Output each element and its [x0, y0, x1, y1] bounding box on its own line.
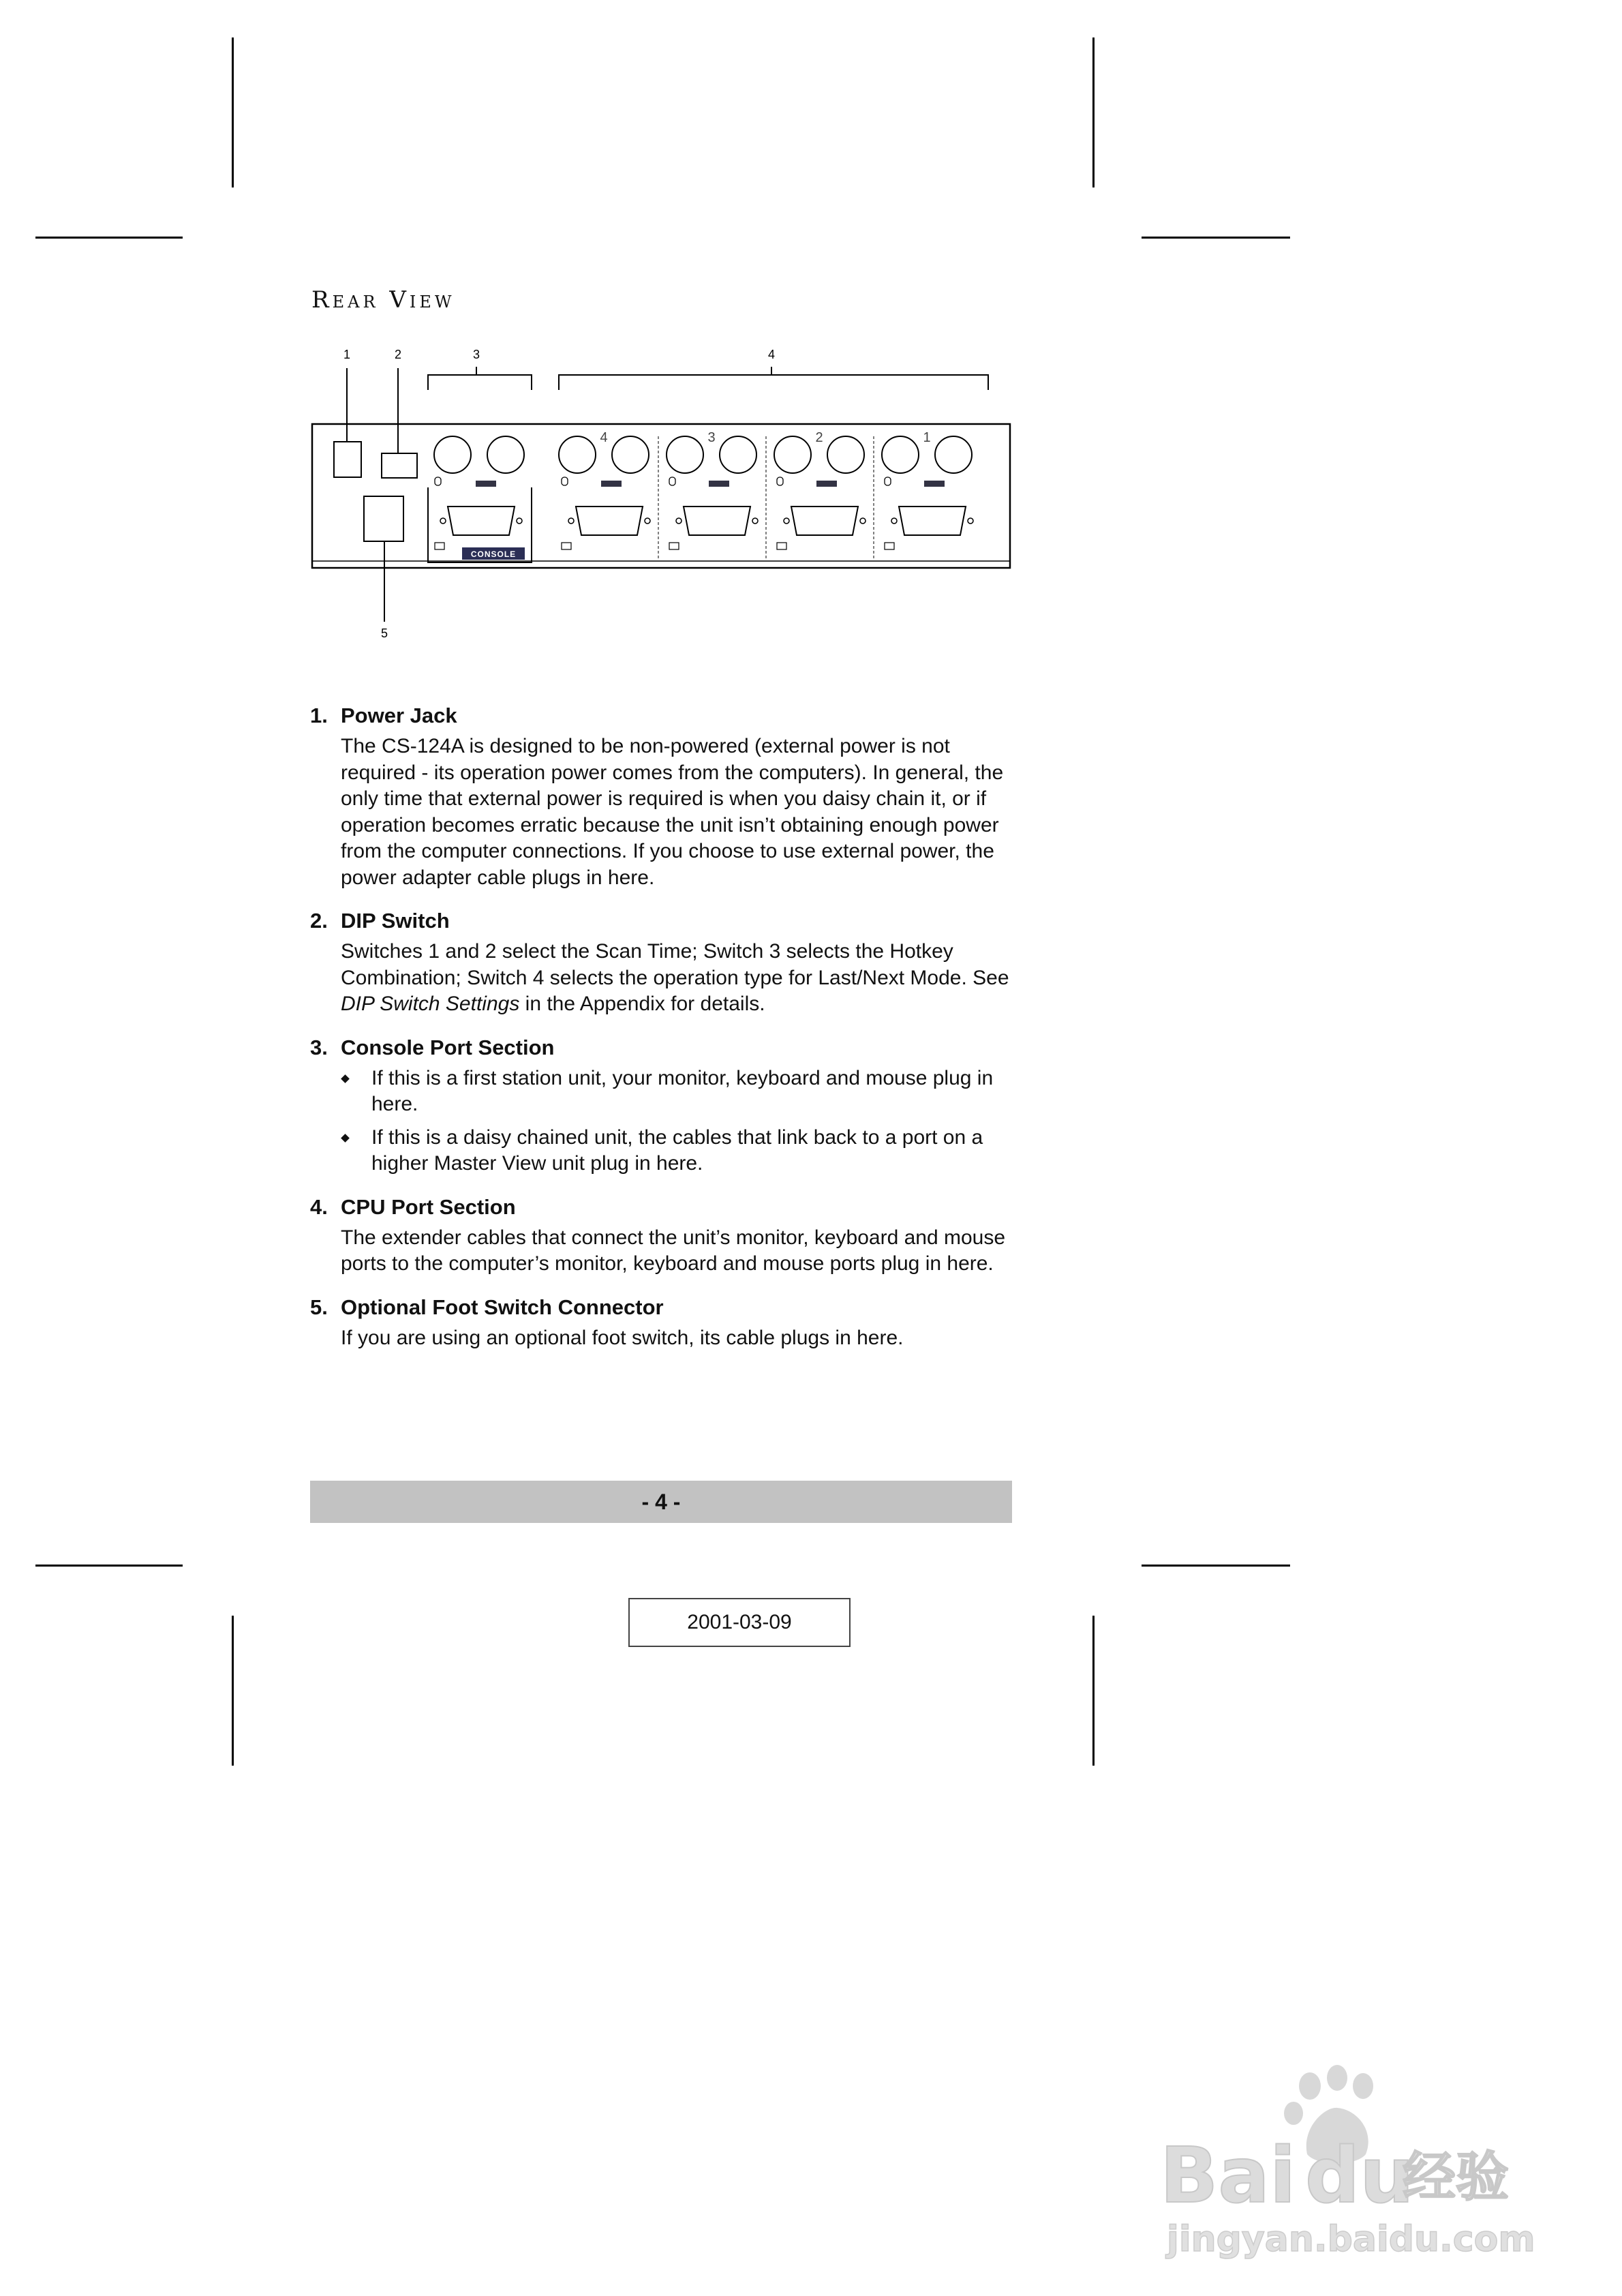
- console-port-section: [428, 436, 532, 562]
- item-number: 4.: [310, 1194, 328, 1219]
- diamond-bullet-icon: [341, 1074, 350, 1083]
- cpu-port-group-3: [667, 430, 766, 559]
- callout-5: 5: [380, 626, 388, 640]
- callout-4: 4: [767, 348, 776, 361]
- dip-switch-settings-reference: DIP Switch Settings: [341, 993, 520, 1015]
- item-body: The extender cables that connect the unit’s monitor, keyboard and mouse ports to the computer’s monitor, keyboard and mouse ports plug in here.: [341, 1226, 1006, 1275]
- description-list: [310, 702, 1019, 1368]
- console-label: CONSOLE: [470, 549, 517, 559]
- item-number: 3.: [310, 1035, 328, 1059]
- port-number: 4: [600, 430, 608, 445]
- baidu-jingyan-watermark: [1159, 2059, 1540, 2263]
- item-heading: Power Jack: [341, 704, 457, 727]
- item-number: 2.: [310, 909, 328, 933]
- crop-mark-top-right-vertical: [1092, 37, 1095, 187]
- item-heading: DIP Switch: [341, 909, 450, 933]
- item-dip-switch: [310, 907, 1019, 1018]
- watermark-cn: 经验: [1403, 2147, 1510, 2208]
- bracket-4: [559, 375, 988, 390]
- port-number: 2: [815, 430, 823, 445]
- page-footer-bar: [310, 1481, 1012, 1523]
- item-body: [341, 939, 1019, 1018]
- crop-mark-bottom-left-vertical: [232, 1616, 234, 1766]
- bullet-text: If this is a daisy chained unit, the cables that link back to a port on a higher Master View unit plug in here.: [371, 1126, 983, 1175]
- rear-view-diagram: [307, 341, 1015, 654]
- foot-switch-connector: [364, 496, 403, 541]
- watermark-brand: Bai: [1160, 2132, 1296, 2220]
- callout-3: 3: [472, 348, 480, 361]
- item-power-jack: [310, 702, 1019, 891]
- diamond-bullet-icon: [341, 1134, 350, 1143]
- item-number: 5.: [310, 1295, 328, 1319]
- watermark-brand2: du: [1305, 2132, 1414, 2220]
- bullet-item: [341, 1125, 1019, 1177]
- watermark-url: jingyan.baidu.com: [1167, 2219, 1535, 2260]
- item-heading: Console Port Section: [341, 1035, 555, 1059]
- page-number: - 4 -: [641, 1489, 681, 1514]
- date-stamp: 2001-03-09: [628, 1598, 851, 1647]
- dip-switch: [382, 453, 417, 478]
- bullet-item: [341, 1066, 1019, 1118]
- item-heading: Optional Foot Switch Connector: [341, 1295, 664, 1319]
- bullet-text: If this is a first station unit, your monitor, keyboard and mouse plug in here.: [371, 1066, 994, 1115]
- power-jack: [334, 442, 361, 477]
- cpu-port-group-4: [559, 430, 658, 559]
- item-number: 1.: [310, 704, 328, 727]
- body-text: Switches 1 and 2 select the Scan Time; Switch 3 selects the Hotkey Combination; Switch 4 selects the operation type for Last/Next Mode. See: [341, 940, 1009, 989]
- item-body: The CS-124A is designed to be non-powered (external power is not required - its operation power comes from the computers). In general, the only time that external power is required is when you daisy chain it, or if operation becomes erratic because the unit isn’t obtaining enough power from the computer connections. If you choose to use external power, the power adapter cable plugs in here.: [341, 735, 1004, 889]
- crop-mark-top-left-vertical: [232, 37, 234, 187]
- port-number: 1: [923, 430, 931, 445]
- cpu-port-group-2: [774, 430, 874, 559]
- port-number: 3: [707, 430, 716, 445]
- item-console-port-section: [310, 1034, 1019, 1177]
- crop-mark-bottom-right-horizontal: [1142, 1565, 1290, 1567]
- bracket-3: [428, 375, 532, 390]
- item-foot-switch-connector: [310, 1294, 1019, 1352]
- crop-mark-bottom-left-horizontal: [35, 1565, 183, 1567]
- crop-mark-top-left-horizontal: [35, 237, 183, 239]
- item-cpu-port-section: [310, 1194, 1019, 1278]
- crop-mark-top-right-horizontal: [1142, 237, 1290, 239]
- callout-1: 1: [343, 348, 351, 361]
- body-text: in the Appendix for details.: [519, 993, 765, 1015]
- section-title: Rear View: [311, 286, 455, 314]
- item-heading: CPU Port Section: [341, 1194, 516, 1219]
- item-body: If you are using an optional foot switch, its cable plugs in here.: [341, 1326, 904, 1349]
- callout-2: 2: [394, 348, 402, 361]
- cpu-port-group-1: [882, 430, 973, 549]
- bullet-list: [341, 1066, 1019, 1177]
- crop-mark-bottom-right-vertical: [1092, 1616, 1095, 1766]
